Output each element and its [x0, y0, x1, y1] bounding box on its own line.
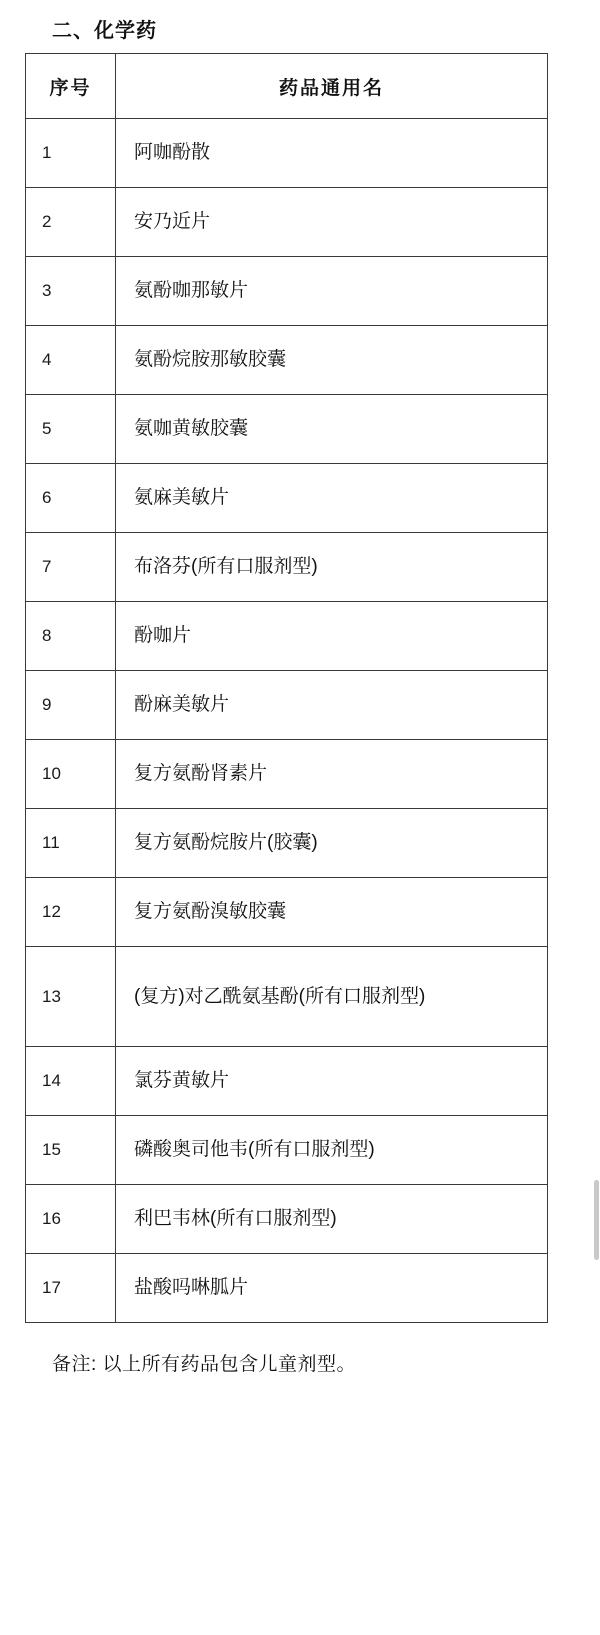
table-row [26, 1254, 548, 1323]
table-row [26, 878, 548, 947]
drug-list-table [25, 53, 548, 1323]
column-header-index: 序号 [26, 54, 116, 119]
row-index: 8 [26, 602, 116, 671]
row-drug-name: 氨麻美敏片 [116, 464, 548, 533]
table-row [26, 602, 548, 671]
table-row [26, 188, 548, 257]
row-index: 10 [26, 740, 116, 809]
table-row [26, 395, 548, 464]
row-drug-name: 盐酸吗啉胍片 [116, 1254, 548, 1323]
table-row [26, 1116, 548, 1185]
row-index: 4 [26, 326, 116, 395]
table-row [26, 533, 548, 602]
row-drug-name: 氯芬黄敏片 [116, 1047, 548, 1116]
row-drug-name: 酚麻美敏片 [116, 671, 548, 740]
row-drug-name: 氨酚咖那敏片 [116, 257, 548, 326]
row-index: 16 [26, 1185, 116, 1254]
row-index: 3 [26, 257, 116, 326]
row-drug-name: 酚咖片 [116, 602, 548, 671]
column-header-drug-name: 药品通用名 [116, 54, 548, 119]
table-footnote: 备注: 以上所有药品包含儿童剂型。 [52, 1354, 357, 1375]
table-row [26, 257, 548, 326]
row-index: 12 [26, 878, 116, 947]
row-index: 2 [26, 188, 116, 257]
row-index: 17 [26, 1254, 116, 1323]
table-row [26, 671, 548, 740]
row-drug-name: 氨酚烷胺那敏胶囊 [116, 326, 548, 395]
table-header-row [26, 54, 548, 119]
row-drug-name: (复方)对乙酰氨基酚(所有口服剂型) [116, 947, 548, 1047]
table-row [26, 947, 548, 1047]
row-drug-name: 阿咖酚散 [116, 119, 548, 188]
row-index: 5 [26, 395, 116, 464]
row-index: 11 [26, 809, 116, 878]
table-row [26, 326, 548, 395]
row-index: 9 [26, 671, 116, 740]
row-index: 14 [26, 1047, 116, 1116]
row-index: 13 [26, 947, 116, 1047]
table-row [26, 464, 548, 533]
row-index: 6 [26, 464, 116, 533]
row-index: 7 [26, 533, 116, 602]
row-drug-name: 复方氨酚烷胺片(胶囊) [116, 809, 548, 878]
table-row [26, 119, 548, 188]
row-drug-name: 布洛芬(所有口服剂型) [116, 533, 548, 602]
scrollbar-thumb[interactable] [594, 1180, 599, 1260]
row-index: 1 [26, 119, 116, 188]
row-drug-name: 复方氨酚溴敏胶囊 [116, 878, 548, 947]
row-drug-name: 氨咖黄敏胶囊 [116, 395, 548, 464]
section-heading: 二、化学药 [52, 20, 157, 42]
table-row [26, 809, 548, 878]
row-drug-name: 复方氨酚肾素片 [116, 740, 548, 809]
row-drug-name: 安乃近片 [116, 188, 548, 257]
table-row [26, 1185, 548, 1254]
row-drug-name: 磷酸奥司他韦(所有口服剂型) [116, 1116, 548, 1185]
table-row [26, 1047, 548, 1116]
row-drug-name: 利巴韦林(所有口服剂型) [116, 1185, 548, 1254]
row-index: 15 [26, 1116, 116, 1185]
table-row [26, 740, 548, 809]
